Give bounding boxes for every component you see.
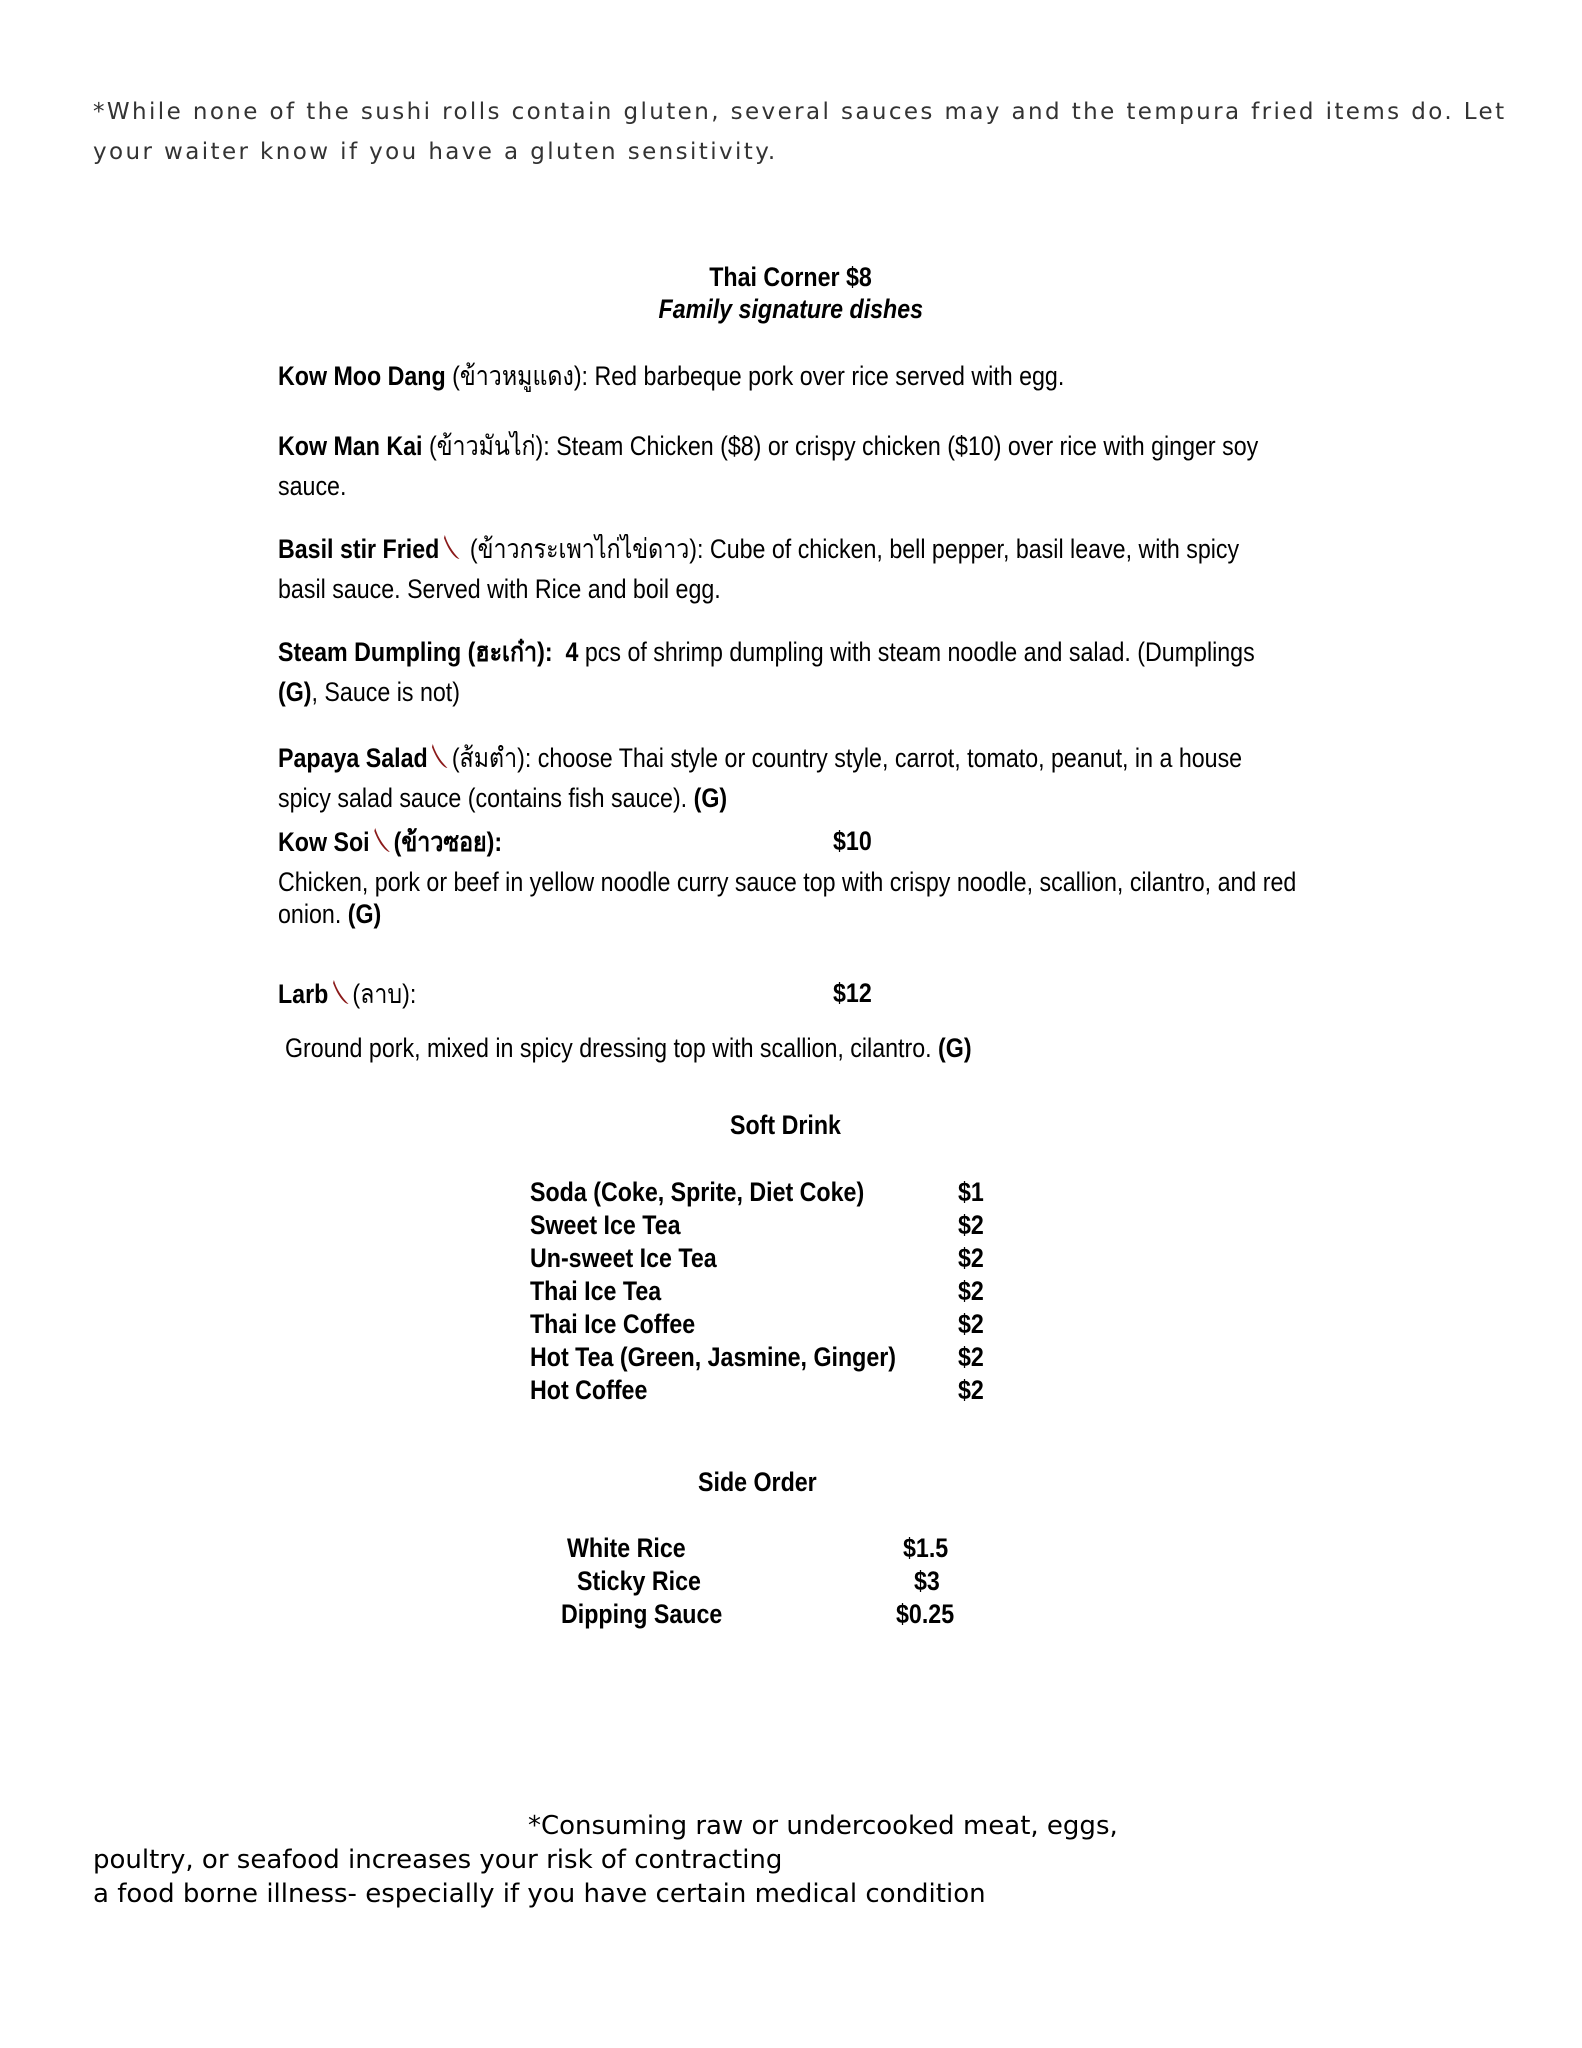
side-name: Sticky Rice (577, 1566, 701, 1596)
drink-price: $2 (958, 1309, 984, 1339)
gluten-mark: (G) (938, 1033, 972, 1063)
dish-papaya-salad (278, 738, 1399, 818)
dish-description-cont: basil sauce. Served with Rice and boil egg. (278, 574, 721, 604)
side-name: Dipping Sauce (561, 1599, 723, 1629)
section-title: Thai Corner $8 (709, 262, 873, 292)
gluten-mark: (G) (693, 783, 728, 813)
dish-thai-name: (ส้มตำ): (451, 743, 532, 773)
dish-name: Larb (278, 979, 329, 1009)
drink-price-list (958, 1176, 988, 1407)
dish-name: Steam Dumpling (278, 637, 462, 667)
dish-kow-soi-description (278, 866, 1462, 930)
consumer-advisory-line3: a food borne illness- especially if you have certain medical condition (93, 1879, 986, 1909)
side-order-heading: Side Order (698, 1467, 817, 1497)
drink-name: Un-sweet Ice Tea (530, 1243, 717, 1273)
gluten-mark: (G) (347, 899, 382, 929)
drink-price: $1 (958, 1177, 984, 1207)
drink-price: $2 (958, 1342, 984, 1372)
dish-thai-name: (ข้าวกระเพาไก่ไข่ดาว): (469, 534, 704, 564)
side-price: $1.5 (903, 1533, 949, 1563)
dish-description: Steam Chicken ($8) or crispy chicken ($10) over rice with ginger soy (556, 431, 1259, 461)
dish-description: Ground pork, mixed in spicy dressing top with scallion, cilantro. (285, 1033, 932, 1063)
dish-description-cont: , Sauce is not) (311, 677, 460, 707)
drink-price: $2 (958, 1276, 984, 1306)
dish-thai-name: (ลาบ): (352, 979, 417, 1009)
soft-drink-heading: Soft Drink (730, 1110, 841, 1140)
chili-pepper-icon (430, 741, 449, 771)
chili-pepper-icon (442, 532, 461, 562)
drink-name: Hot Tea (Green, Jasmine, Ginger) (530, 1342, 897, 1372)
dish-price-larb: $12 (833, 978, 872, 1008)
drink-price: $2 (958, 1375, 984, 1405)
dish-description: Red barbeque pork over rice served with egg. (594, 361, 1065, 391)
dish-thai-name: (ข้าวซอย): (393, 827, 503, 857)
dish-kow-moo-dang (278, 356, 1192, 396)
dish-basil-stir-fried (278, 529, 1396, 609)
dish-description-cont: sauce. (278, 471, 347, 501)
dish-steam-dumpling (278, 632, 1414, 712)
chili-pepper-icon (331, 977, 350, 1007)
dish-name: Kow Man Kai (278, 431, 423, 461)
dish-thai-name: (ฮะเก๋า): (467, 637, 553, 667)
section-subtitle: Family signature dishes (658, 294, 924, 324)
side-price: $3 (914, 1566, 940, 1596)
dish-description-cont: onion. (278, 899, 342, 929)
drink-name: Soda (Coke, Sprite, Diet Coke) (530, 1177, 865, 1207)
drink-name: Hot Coffee (530, 1375, 648, 1405)
dish-kow-man-kai (278, 426, 1418, 506)
gluten-mark: (G) (278, 677, 312, 707)
side-price: $0.25 (896, 1599, 955, 1629)
dish-description: choose Thai style or country style, carrot, tomato, peanut, in a house (537, 743, 1243, 773)
dish-name: Papaya Salad (278, 743, 428, 773)
drink-name-list (530, 1176, 956, 1407)
dish-thai-name: (ข้าวมันไก่): (428, 431, 550, 461)
consumer-advisory-line2: poultry, or seafood increases your risk of contracting (93, 1845, 783, 1875)
side-name: White Rice (567, 1533, 686, 1563)
dish-count: 4 (565, 637, 579, 667)
consumer-advisory-line1: *Consuming raw or undercooked meat, eggs, (528, 1811, 1118, 1841)
drink-price: $2 (958, 1210, 984, 1240)
dish-price-kow-soi: $10 (833, 826, 872, 856)
drink-name: Sweet Ice Tea (530, 1210, 681, 1240)
drink-name: Thai Ice Tea (530, 1276, 662, 1306)
chili-pepper-icon (372, 825, 391, 855)
dish-description: Cube of chicken, bell pepper, basil leave, with spicy (709, 534, 1240, 564)
dish-thai-name: (ข้าวหมูแดง): (452, 361, 589, 391)
dish-description: Chicken, pork or beef in yellow noodle curry sauce top with crispy noodle, scallion, cilantro, and red (278, 867, 1297, 897)
dish-name: Basil stir Fried (278, 534, 440, 564)
dish-name: Kow Moo Dang (278, 361, 446, 391)
dish-larb-description (285, 1028, 1083, 1068)
dish-kow-soi (278, 822, 539, 862)
drink-price: $2 (958, 1243, 984, 1273)
dish-description: pcs of shrimp dumpling with steam noodle and salad. (Dumplings (584, 637, 1255, 667)
dish-larb (278, 974, 439, 1014)
dish-name: Kow Soi (278, 827, 370, 857)
gluten-note: *While none of the sushi rolls contain gluten, several sauces may and the tempura fried items do. Let your waiter know if you have a gluten sensitivity. (93, 99, 1507, 165)
drink-name: Thai Ice Coffee (530, 1309, 696, 1339)
dish-description-cont: spicy salad sauce (contains fish sauce). (278, 783, 688, 813)
